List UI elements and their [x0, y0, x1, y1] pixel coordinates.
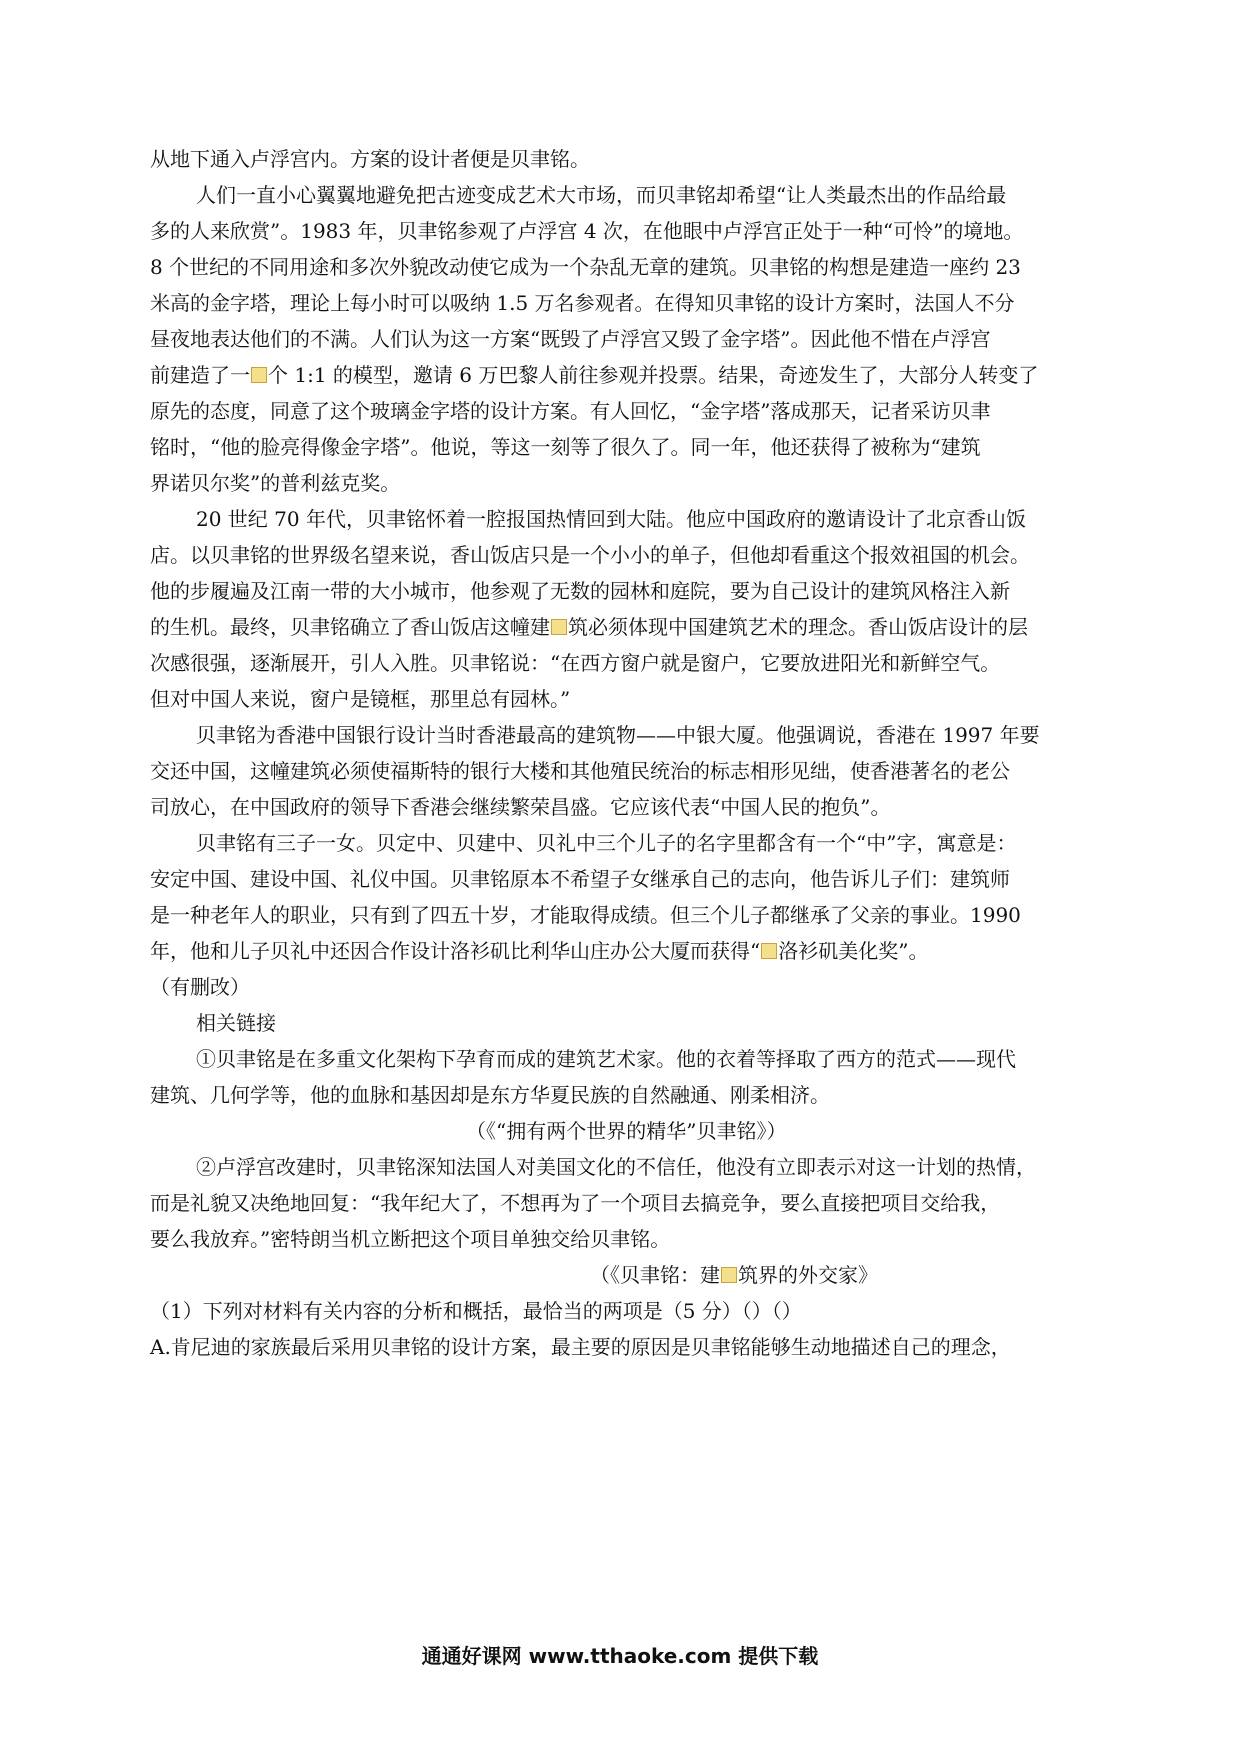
section-heading: 相关链接 [196, 1011, 276, 1035]
citation [590, 1262, 878, 1288]
text-line [150, 938, 928, 964]
text-line: 建筑、几何学等，他的血脉和基因却是东方华夏民族的自然融通、刚柔相济。 [150, 1083, 830, 1107]
text-segment: 筑界的外交家》 [738, 1263, 878, 1287]
text-line: 米高的金字塔，理论上每小时可以吸纳 1.5 万名参观者。在得知贝聿铭的设计方案时，法国人不分 [150, 291, 1015, 315]
footer-text: 通通好课网 www.tthaoke.com 提供下载 [421, 1644, 819, 1668]
text-line: 他的步履遍及江南一带的大小城市，他参观了无数的园林和庭院，要为自己设计的建筑风格注入新 [150, 579, 1010, 603]
text-segment: 年，他和儿子贝礼中还因合作设计洛衫矶比利华山庄办公大厦而获得“ [150, 939, 761, 963]
text-line: 昼夜地表达他们的不满。人们认为这一方案“既毁了卢浮宫又毁了金字塔”。因此他不惜在卢浮宫 [150, 327, 991, 351]
text-line: 界诺贝尔奖”的普利兹克奖。 [150, 471, 401, 495]
question-text: （1）下列对材料有关内容的分析和概括，最恰当的两项是（5 分）（）（） [150, 1299, 802, 1323]
text-line: 从地下通入卢浮宫内。方案的设计者便是贝聿铭。 [150, 147, 590, 171]
text-line: 安定中国、建设中国、礼仪中国。贝聿铭原本不希望子女继承自己的志向，他告诉儿子们：建筑师 [150, 867, 1010, 891]
text-line: 贝聿铭为香港中国银行设计当时香港最高的建筑物——中银大厦。他强调说，香港在 1997 年要 [196, 723, 1040, 747]
text-line: 但对中国人来说，窗户是镜框，那里总有园林。” [150, 687, 571, 711]
text-line: 店。以贝聿铭的世界级名望来说，香山饭店只是一个小小的单子，但他却看重这个报效祖国的机会。 [150, 543, 1030, 567]
text-line: ①贝聿铭是在多重文化架构下孕育而成的建筑艺术家。他的衣着等择取了西方的范式——现代 [196, 1047, 1016, 1071]
watermark-icon [251, 367, 267, 383]
text-line: 要么我放弃。”密特朗当机立断把这个项目单独交给贝聿铭。 [150, 1227, 671, 1251]
text-line: 原先的态度，同意了这个玻璃金字塔的设计方案。有人回忆，“金字塔”落成那天，记者采访贝聿 [150, 399, 991, 423]
text-line: 交还中国，这幢建筑必须使福斯特的银行大楼和其他殖民统治的标志相形见绌，使香港著名的老公 [150, 759, 1010, 783]
text-line: 8 个世纪的不同用途和多次外貌改动使它成为一个杂乱无章的建筑。贝聿铭的构想是建造一座约 23 [150, 255, 1021, 279]
text-line: 多的人来欣赏”。1983 年，贝聿铭参观了卢浮宫 4 次，在他眼中卢浮宫正处于一种“可怜”的境地。 [150, 219, 1024, 243]
text-line [150, 362, 1038, 388]
text-line: 是一种老年人的职业，只有到了四五十岁，才能取得成绩。但三个儿子都继承了父亲的事业。1990 [150, 903, 1021, 927]
text-segment: 筑必须体现中国建筑艺术的理念。香山饭店设计的层 [568, 615, 1028, 639]
text-line: ②卢浮宫改建时，贝聿铭深知法国人对美国文化的不信任，他没有立即表示对这一计划的热情， [196, 1155, 1036, 1179]
text-line [150, 614, 1028, 640]
text-line: 次感很强，逐渐展开，引人入胜。贝聿铭说：“在西方窗户就是窗户，它要放进阳光和新鲜空气。 [150, 651, 1001, 675]
text-line: 20 世纪 70 年代，贝聿铭怀着一腔报国热情回到大陆。他应中国政府的邀请设计了北京香山饭 [196, 507, 1026, 531]
text-line: （有删改） [150, 975, 250, 999]
text-segment: 前建造了一 [150, 363, 250, 387]
watermark-icon [761, 943, 777, 959]
text-segment: 洛衫矶美化奖”。 [778, 939, 929, 963]
text-segment: （《贝聿铭：建 [590, 1263, 720, 1287]
text-line: 司放心，在中国政府的领导下香港会继续繁荣昌盛。它应该代表“中国人民的抱负”。 [150, 795, 891, 819]
citation: （《“拥有两个世界的精华”贝聿铭》） [466, 1119, 787, 1143]
text-line: 贝聿铭有三子一女。贝定中、贝建中、贝礼中三个儿子的名字里都含有一个“中”字，寓意是： [196, 831, 1017, 855]
text-segment: 个 1:1 的模型，邀请 6 万巴黎人前往参观并投票。结果，奇迹发生了，大部分人转变了 [268, 363, 1039, 387]
text-line: 而是礼貌又决绝地回复：“我年纪大了，不想再为了一个项目去搞竞争，要么直接把项目交给我， [150, 1191, 1001, 1215]
watermark-icon [551, 619, 567, 635]
text-line: 人们一直小心翼翼地避免把古迹变成艺术大市场，而贝聿铭却希望“让人类最杰出的作品给最 [196, 183, 1007, 207]
text-line: 铭时，“他的脸亮得像金字塔”。他说，等这一刻等了很久了。同一年，他还获得了被称为“建筑 [150, 435, 981, 459]
text-segment: 的生机。最终，贝聿铭确立了香山饭店这幢建 [150, 615, 550, 639]
option-a-text: A.肯尼迪的家族最后采用贝聿铭的设计方案，最主要的原因是贝聿铭能够生动地描述自己的理念， [150, 1335, 1011, 1359]
watermark-icon [721, 1267, 737, 1283]
